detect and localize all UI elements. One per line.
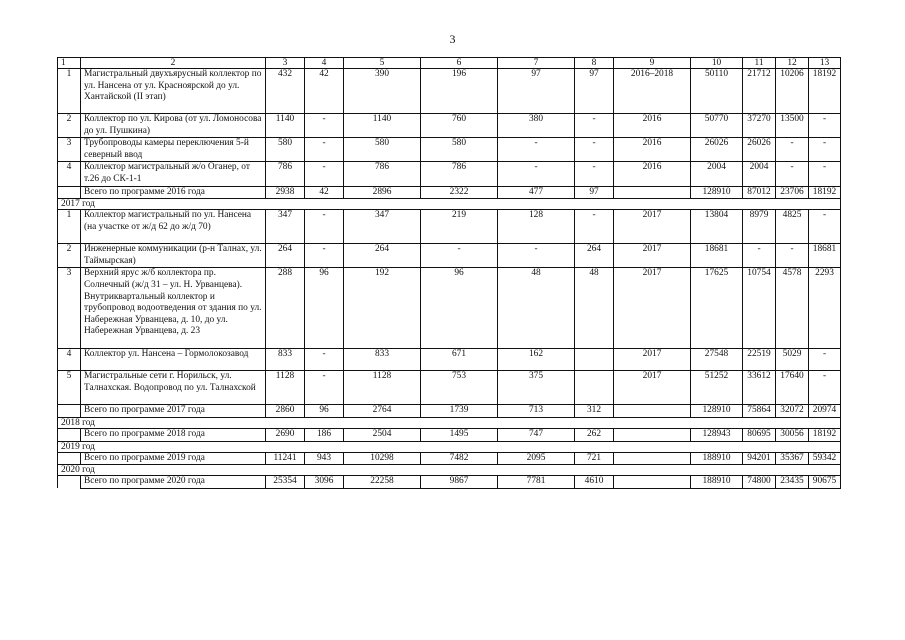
year-row [58, 465, 841, 476]
total-value: 22258 [344, 476, 421, 489]
row-number: 2 [58, 244, 81, 268]
value-cell: 50770 [691, 114, 743, 138]
value-cell: 10206 [776, 69, 809, 114]
total-value: 87012 [743, 186, 776, 199]
value-cell: 2017 [614, 268, 691, 349]
object-name: Трубопроводы камеры переключения 5-й северный ввод [81, 138, 266, 162]
program-table [57, 57, 841, 489]
total-value [614, 428, 691, 441]
value-cell: - [776, 162, 809, 186]
table-row [58, 371, 841, 405]
table-row [58, 210, 841, 244]
value-cell: - [498, 244, 575, 268]
total-value [614, 452, 691, 465]
total-value [614, 476, 691, 489]
total-value: 90675 [809, 476, 841, 489]
header-cell: 11 [743, 58, 776, 69]
value-cell: 264 [575, 244, 614, 268]
value-cell: - [776, 138, 809, 162]
value-cell: 2016 [614, 138, 691, 162]
total-value: 1739 [421, 405, 498, 418]
header-cell: 2 [81, 58, 266, 69]
value-cell: - [305, 371, 344, 405]
value-cell: 8979 [743, 210, 776, 244]
total-value: 2860 [266, 405, 305, 418]
total-value [614, 405, 691, 418]
row-number: 1 [58, 210, 81, 244]
spacer-cell [58, 428, 81, 441]
total-value: 25354 [266, 476, 305, 489]
total-value: 128910 [691, 405, 743, 418]
value-cell: 1128 [344, 371, 421, 405]
value-cell: 33612 [743, 371, 776, 405]
value-cell: - [498, 138, 575, 162]
header-cell: 9 [614, 58, 691, 69]
row-number: 5 [58, 371, 81, 405]
year-label: 2017 год [58, 199, 841, 210]
value-cell: 97 [575, 69, 614, 114]
value-cell: 96 [305, 268, 344, 349]
total-value: 721 [575, 452, 614, 465]
value-cell: 13804 [691, 210, 743, 244]
value-cell: 4825 [776, 210, 809, 244]
value-cell: 128 [498, 210, 575, 244]
value-cell: 380 [498, 114, 575, 138]
total-value: 10298 [344, 452, 421, 465]
total-label: Всего по программе 2016 года [81, 186, 266, 199]
total-value [614, 186, 691, 199]
total-row [58, 476, 841, 489]
table-row [58, 114, 841, 138]
value-cell: 17625 [691, 268, 743, 349]
year-row [58, 441, 841, 452]
value-cell: - [776, 244, 809, 268]
object-name: Магистральный двухъярусный коллектор по ул. Нансена от ул. Красноярской до ул. Хантайской (II этап) [81, 69, 266, 114]
value-cell: 196 [421, 69, 498, 114]
row-number: 4 [58, 349, 81, 371]
value-cell: 162 [498, 349, 575, 371]
value-cell: 833 [266, 349, 305, 371]
value-cell: 2016 [614, 114, 691, 138]
value-cell: - [305, 349, 344, 371]
value-cell: 2293 [809, 268, 841, 349]
value-cell: 97 [498, 69, 575, 114]
spacer-cell [58, 452, 81, 465]
total-label: Всего по программе 2019 года [81, 452, 266, 465]
value-cell: 26026 [691, 138, 743, 162]
total-value: 477 [498, 186, 575, 199]
total-value: 2896 [344, 186, 421, 199]
row-number: 3 [58, 138, 81, 162]
value-cell: 1140 [266, 114, 305, 138]
header-cell: 4 [305, 58, 344, 69]
total-value: 96 [305, 405, 344, 418]
value-cell: 264 [344, 244, 421, 268]
total-value: 94201 [743, 452, 776, 465]
value-cell: 48 [575, 268, 614, 349]
header-cell: 1 [58, 58, 81, 69]
value-cell: - [305, 138, 344, 162]
header-cell: 13 [809, 58, 841, 69]
object-name: Инженерные коммуникации (р-н Талнах, ул. Таймырская) [81, 244, 266, 268]
value-cell: 833 [344, 349, 421, 371]
value-cell: 347 [266, 210, 305, 244]
value-cell: 2017 [614, 349, 691, 371]
total-value: 312 [575, 405, 614, 418]
value-cell: 27548 [691, 349, 743, 371]
value-cell: 37270 [743, 114, 776, 138]
value-cell [575, 371, 614, 405]
value-cell: - [575, 138, 614, 162]
total-value: 18192 [809, 428, 841, 441]
value-cell: - [421, 244, 498, 268]
total-value: 35367 [776, 452, 809, 465]
value-cell: 2017 [614, 371, 691, 405]
total-value: 80695 [743, 428, 776, 441]
year-label: 2020 год [58, 465, 841, 476]
row-number: 2 [58, 114, 81, 138]
value-cell: 2017 [614, 210, 691, 244]
total-value: 2322 [421, 186, 498, 199]
object-name: Магистральные сети г. Норильск, ул. Талнахская. Водопровод по ул. Талнахской [81, 371, 266, 405]
value-cell: 1128 [266, 371, 305, 405]
table-row [58, 162, 841, 186]
header-cell: 10 [691, 58, 743, 69]
total-value: 18192 [809, 186, 841, 199]
total-value: 747 [498, 428, 575, 441]
value-cell: - [575, 114, 614, 138]
value-cell: 51252 [691, 371, 743, 405]
value-cell: 786 [344, 162, 421, 186]
total-value: 262 [575, 428, 614, 441]
total-value: 188910 [691, 476, 743, 489]
total-label: Всего по программе 2018 года [81, 428, 266, 441]
total-value: 9867 [421, 476, 498, 489]
year-label: 2019 год [58, 441, 841, 452]
total-value: 2504 [344, 428, 421, 441]
value-cell: 13500 [776, 114, 809, 138]
table-row [58, 244, 841, 268]
value-cell: - [809, 138, 841, 162]
total-label: Всего по программе 2020 года [81, 476, 266, 489]
value-cell: - [305, 244, 344, 268]
value-cell: 390 [344, 69, 421, 114]
value-cell: 219 [421, 210, 498, 244]
object-name: Коллектор магистральный ж/о Оганер, от т.26 до СК-1-1 [81, 162, 266, 186]
value-cell: 580 [344, 138, 421, 162]
year-label: 2018 год [58, 417, 841, 428]
total-value: 32072 [776, 405, 809, 418]
value-cell: - [809, 371, 841, 405]
object-name: Коллектор по ул. Кирова (от ул. Ломоносова до ул. Пушкина) [81, 114, 266, 138]
value-cell: - [743, 244, 776, 268]
total-value: 2690 [266, 428, 305, 441]
page-number: 3 [449, 32, 456, 46]
total-value: 20974 [809, 405, 841, 418]
table-body [58, 58, 841, 489]
row-number: 3 [58, 268, 81, 349]
value-cell: 18681 [691, 244, 743, 268]
value-cell: 22519 [743, 349, 776, 371]
header-cell: 5 [344, 58, 421, 69]
value-cell: - [305, 114, 344, 138]
spacer-cell [58, 186, 81, 199]
value-cell: - [809, 162, 841, 186]
total-value: 128910 [691, 186, 743, 199]
value-cell: 347 [344, 210, 421, 244]
value-cell: 50110 [691, 69, 743, 114]
total-label: Всего по программе 2017 года [81, 405, 266, 418]
total-value: 75864 [743, 405, 776, 418]
total-value: 42 [305, 186, 344, 199]
object-name: Коллектор ул. Нансена – Гормолокозавод [81, 349, 266, 371]
table-row [58, 138, 841, 162]
value-cell: - [305, 210, 344, 244]
header-cell: 8 [575, 58, 614, 69]
value-cell: - [575, 210, 614, 244]
value-cell: 760 [421, 114, 498, 138]
table-row [58, 268, 841, 349]
spacer-cell [58, 405, 81, 418]
total-row [58, 186, 841, 199]
value-cell: 2016 [614, 162, 691, 186]
table-row [58, 349, 841, 371]
total-value: 2095 [498, 452, 575, 465]
total-value: 3096 [305, 476, 344, 489]
total-value: 2938 [266, 186, 305, 199]
value-cell: 21712 [743, 69, 776, 114]
value-cell: 671 [421, 349, 498, 371]
row-number: 1 [58, 69, 81, 114]
value-cell: - [305, 162, 344, 186]
value-cell [575, 349, 614, 371]
value-cell: 432 [266, 69, 305, 114]
spacer-cell [58, 476, 81, 489]
total-row [58, 428, 841, 441]
value-cell: 288 [266, 268, 305, 349]
total-value: 128943 [691, 428, 743, 441]
value-cell: 2016–2018 [614, 69, 691, 114]
header-cell: 12 [776, 58, 809, 69]
total-value: 59342 [809, 452, 841, 465]
total-value: 943 [305, 452, 344, 465]
total-value: 30056 [776, 428, 809, 441]
value-cell: 786 [421, 162, 498, 186]
total-value: 2764 [344, 405, 421, 418]
total-value: 7781 [498, 476, 575, 489]
total-value: 4610 [575, 476, 614, 489]
value-cell: 10754 [743, 268, 776, 349]
value-cell: 17640 [776, 371, 809, 405]
total-value: 11241 [266, 452, 305, 465]
value-cell: 96 [421, 268, 498, 349]
value-cell: 5029 [776, 349, 809, 371]
value-cell: 1140 [344, 114, 421, 138]
header-row [58, 58, 841, 69]
value-cell: - [575, 162, 614, 186]
value-cell: 375 [498, 371, 575, 405]
value-cell: 264 [266, 244, 305, 268]
header-cell: 6 [421, 58, 498, 69]
total-value: 7482 [421, 452, 498, 465]
total-value: 188910 [691, 452, 743, 465]
total-value: 186 [305, 428, 344, 441]
value-cell: 18192 [809, 69, 841, 114]
value-cell: 580 [421, 138, 498, 162]
object-name: Верхний ярус ж/б коллектора пр. Солнечный (ж/д 31 – ул. Н. Урванцева). Внутриквартальный коллектор и трубопровод водоотведения от здания по ул. Набережная Урванцева, д. 10, до ул. Набережная Урванцева, д. 23 [81, 268, 266, 349]
total-value: 74800 [743, 476, 776, 489]
value-cell: 48 [498, 268, 575, 349]
table-row [58, 69, 841, 114]
year-row [58, 199, 841, 210]
object-name: Коллектор магистральный по ул. Нансена (на участке от ж/д 62 до ж/д 70) [81, 210, 266, 244]
value-cell: 580 [266, 138, 305, 162]
value-cell: 753 [421, 371, 498, 405]
total-value: 713 [498, 405, 575, 418]
value-cell: 4578 [776, 268, 809, 349]
total-value: 23435 [776, 476, 809, 489]
total-value: 1495 [421, 428, 498, 441]
value-cell: 2017 [614, 244, 691, 268]
value-cell: - [809, 210, 841, 244]
total-value: 97 [575, 186, 614, 199]
value-cell: 192 [344, 268, 421, 349]
value-cell: - [809, 349, 841, 371]
total-value: 23706 [776, 186, 809, 199]
value-cell: - [809, 114, 841, 138]
value-cell: 18681 [809, 244, 841, 268]
value-cell: 42 [305, 69, 344, 114]
row-number: 4 [58, 162, 81, 186]
year-row [58, 417, 841, 428]
total-row [58, 452, 841, 465]
value-cell: - [498, 162, 575, 186]
value-cell: 2004 [691, 162, 743, 186]
header-cell: 7 [498, 58, 575, 69]
value-cell: 2004 [743, 162, 776, 186]
value-cell: 786 [266, 162, 305, 186]
total-row [58, 405, 841, 418]
value-cell: 26026 [743, 138, 776, 162]
header-cell: 3 [266, 58, 305, 69]
